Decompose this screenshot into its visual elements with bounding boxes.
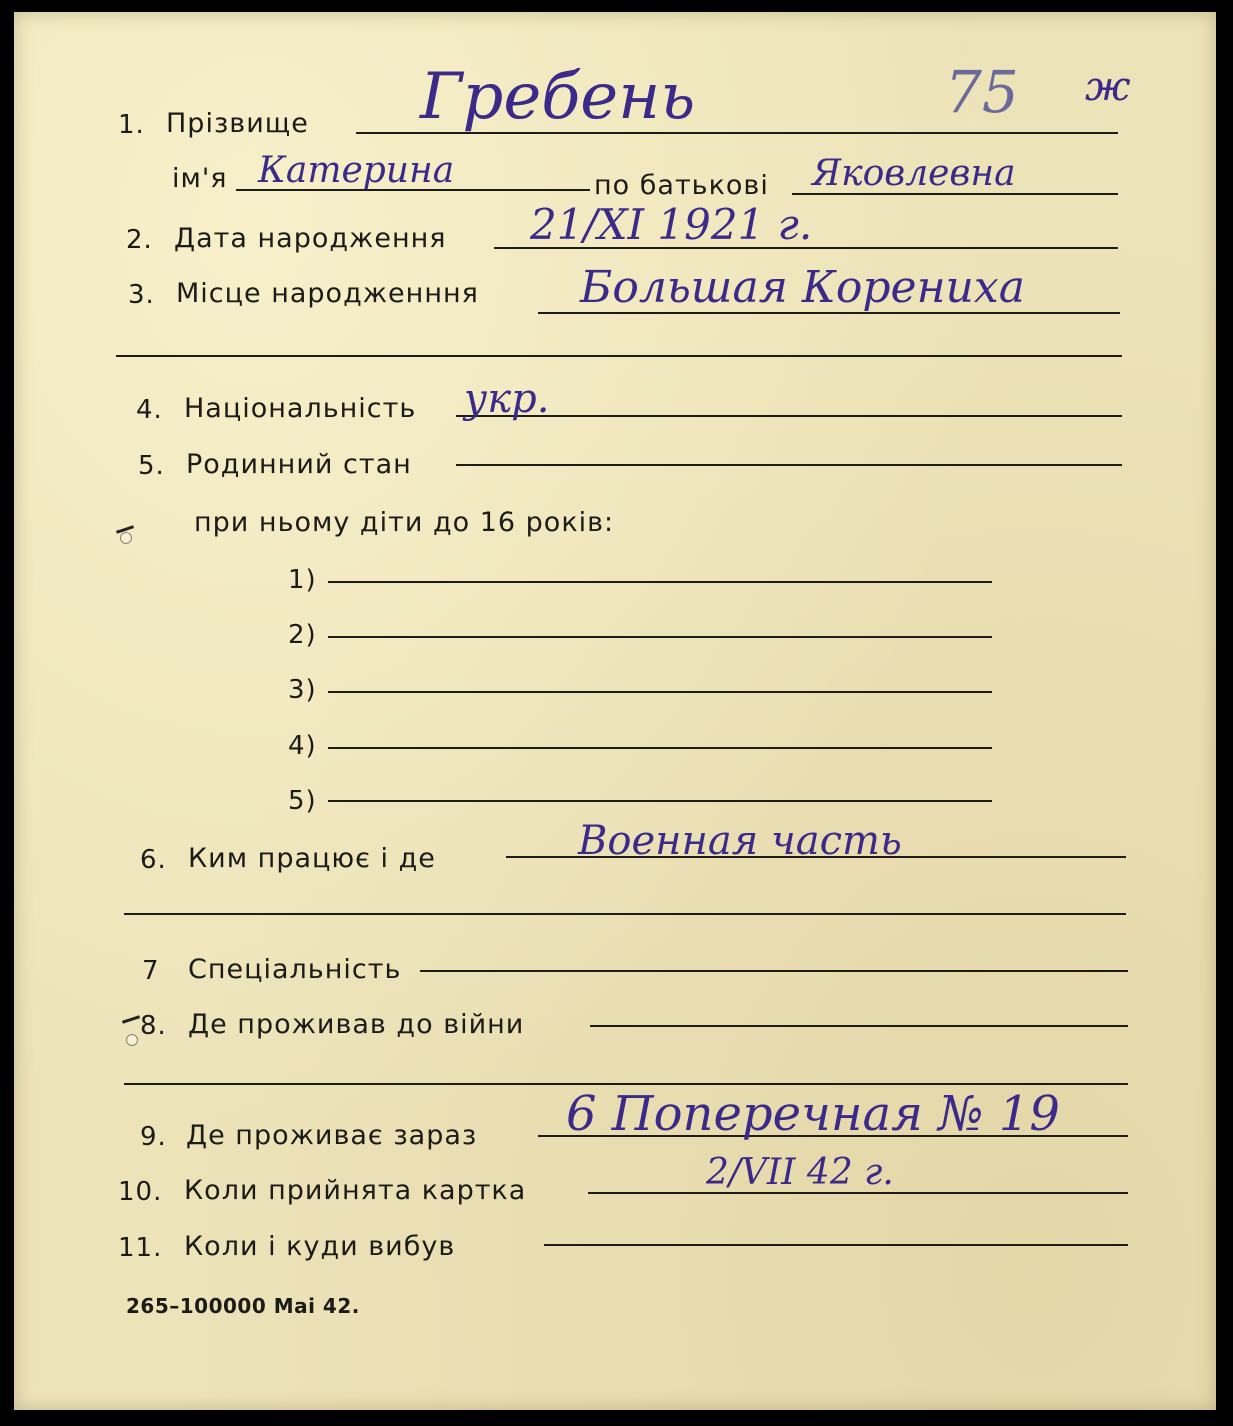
child-3-number: 3) <box>288 675 317 705</box>
card-date-value[interactable]: 2/VII 42 г. <box>706 1152 894 1193</box>
field-2-number: 2. <box>126 225 153 255</box>
gender-mark: ж <box>1085 64 1131 110</box>
first-name-label: ім'я <box>172 163 228 194</box>
child-3-line[interactable] <box>328 691 992 693</box>
patronymic-value[interactable]: Яковлевна <box>812 153 1016 194</box>
prewar-residence-label: Де проживав до війни <box>188 1009 525 1040</box>
patronymic-label: по батькові <box>594 170 769 201</box>
field-1-number: 1. <box>118 110 145 140</box>
field-7-number: 7 <box>142 956 160 986</box>
birth-place-continuation-line <box>116 355 1122 357</box>
surname-label: Прізвище <box>166 108 309 139</box>
nationality-label: Національність <box>184 393 417 424</box>
specialty-label: Спеціальність <box>188 954 402 985</box>
surname-value[interactable]: Гребень <box>420 60 696 134</box>
current-residence-value[interactable]: 6 Поперечная № 19 <box>566 1086 1060 1142</box>
specialty-line[interactable] <box>420 970 1128 972</box>
nationality-value[interactable]: укр. <box>464 376 550 422</box>
first-name-value[interactable]: Катерина <box>258 150 455 191</box>
child-1-number: 1) <box>288 565 317 595</box>
occupation-label: Ким працює і де <box>188 843 436 874</box>
case-number-mark: 75 <box>945 58 1019 126</box>
birth-place-value[interactable]: Большая Корениха <box>580 262 1025 313</box>
birth-date-label: Дата народження <box>174 223 447 254</box>
nationality-line <box>456 415 1122 417</box>
hole-punch <box>126 1034 138 1046</box>
marital-status-line <box>456 464 1122 466</box>
field-3-number: 3. <box>128 280 155 310</box>
field-6-number: 6. <box>140 845 167 875</box>
prewar-residence-continuation-line <box>124 1083 1128 1085</box>
marital-status-label: Родинний стан <box>186 449 412 480</box>
field-5-number: 5. <box>138 451 165 481</box>
hole-punch <box>120 532 132 544</box>
field-8-number: 8. <box>140 1011 167 1041</box>
print-code: 265–100000 Mai 42. <box>126 1294 360 1318</box>
birth-date-value[interactable]: 21/XI 1921 г. <box>530 200 813 249</box>
prewar-residence-line[interactable] <box>590 1025 1128 1027</box>
field-9-number: 9. <box>140 1122 167 1152</box>
birth-place-label: Місце народженння <box>176 278 479 309</box>
children-label: при ньому діти до 16 років: <box>194 507 615 538</box>
child-2-line[interactable] <box>328 636 992 638</box>
occupation-continuation-line <box>124 913 1126 915</box>
child-5-number: 5) <box>288 786 317 816</box>
child-4-line[interactable] <box>328 747 992 749</box>
child-4-number: 4) <box>288 731 317 761</box>
field-11-number: 11. <box>118 1233 163 1263</box>
occupation-value[interactable]: Военная часть <box>578 818 902 864</box>
current-residence-label: Де проживає зараз <box>186 1120 478 1151</box>
child-5-line[interactable] <box>328 800 992 802</box>
departure-line[interactable] <box>544 1244 1128 1246</box>
field-4-number: 4. <box>136 395 163 425</box>
child-2-number: 2) <box>288 620 317 650</box>
field-10-number: 10. <box>118 1177 163 1207</box>
departure-label: Коли і куди вибув <box>184 1231 456 1262</box>
child-1-line[interactable] <box>328 581 992 583</box>
card-date-label: Коли прийнята картка <box>184 1175 527 1206</box>
